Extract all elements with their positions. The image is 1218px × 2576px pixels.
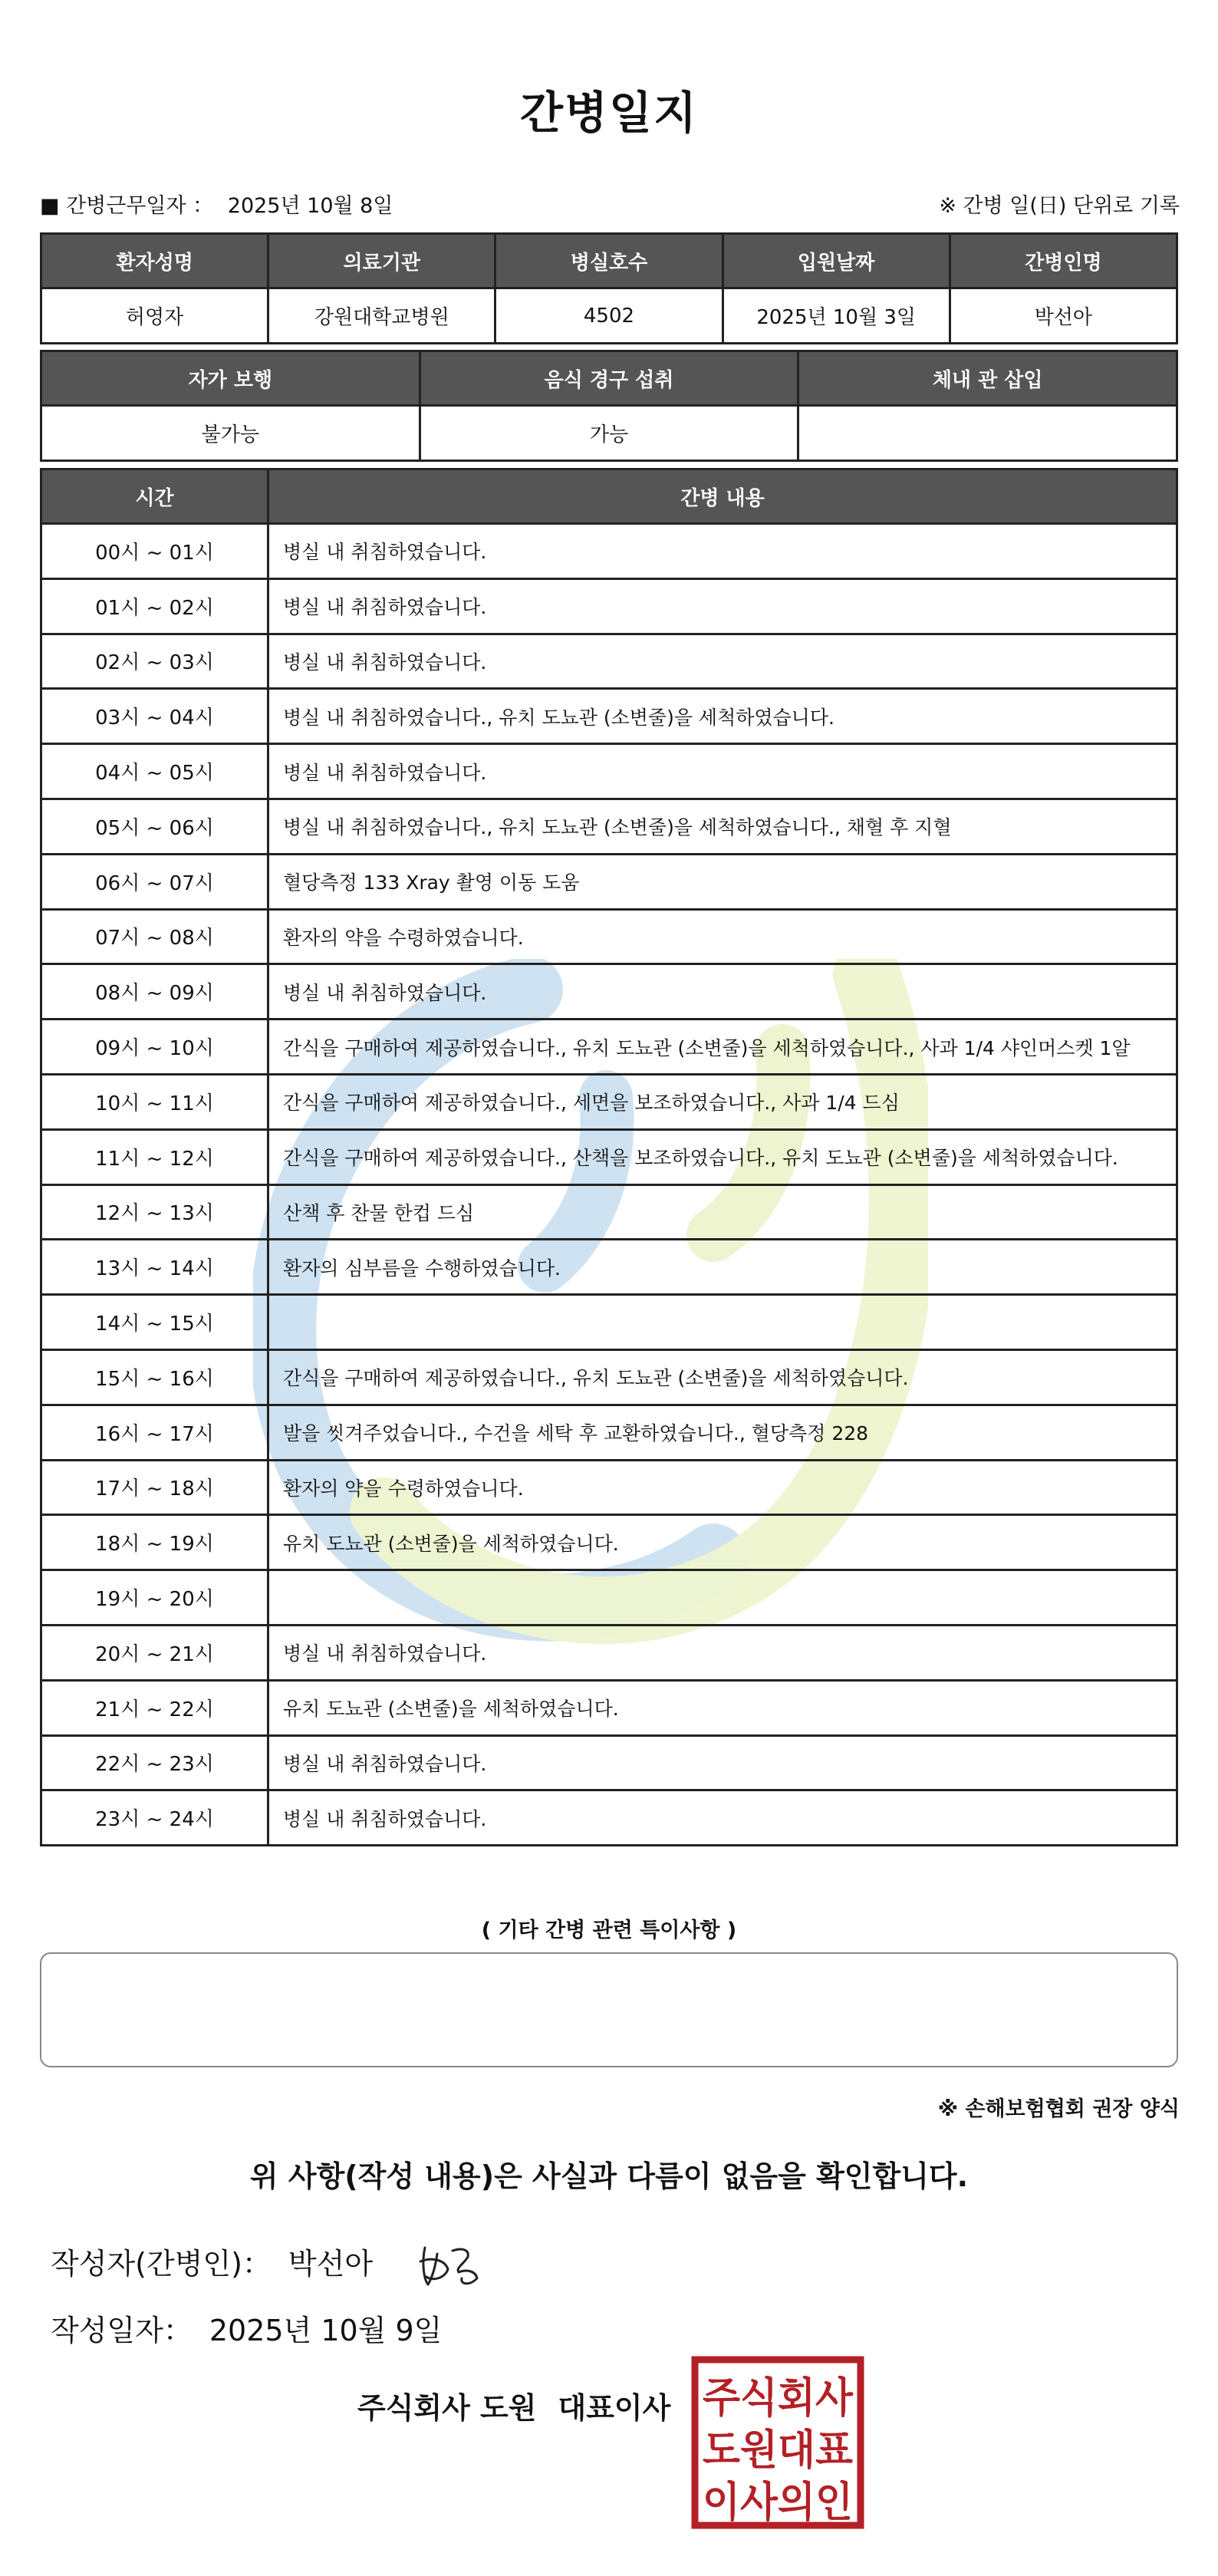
author-label: 작성자(간병인)： bbox=[51, 2247, 272, 2281]
table-row bbox=[41, 1625, 1177, 1680]
page-title: 간병일지 bbox=[519, 87, 699, 139]
header-tube-insertion: 체내 관 삽입 bbox=[798, 351, 1177, 406]
signature-image bbox=[414, 2231, 495, 2292]
table-row bbox=[41, 1405, 1177, 1460]
log-time: 06시 ~ 07시 bbox=[41, 854, 268, 909]
log-content bbox=[268, 1295, 1177, 1350]
table-row bbox=[41, 1349, 1177, 1405]
author-line bbox=[51, 2240, 373, 2282]
log-time: 01시 ~ 02시 bbox=[41, 578, 268, 634]
log-time: 22시 ~ 23시 bbox=[41, 1735, 268, 1790]
log-content: 병실 내 취침하였습니다. bbox=[268, 744, 1177, 799]
record-unit-note: ※ 간병 일(日) 단위로 기록 bbox=[939, 194, 1180, 218]
log-time: 04시 ~ 05시 bbox=[41, 744, 268, 799]
log-content: 병실 내 취침하였습니다., 유치 도뇨관 (소변줄)을 세척하였습니다. bbox=[268, 689, 1177, 744]
log-time: 03시 ~ 04시 bbox=[41, 689, 268, 744]
log-content: 병실 내 취침하였습니다. bbox=[268, 1625, 1177, 1680]
patient-info-table bbox=[40, 232, 1178, 344]
log-time: 08시 ~ 09시 bbox=[41, 964, 268, 1020]
log-time: 21시 ~ 22시 bbox=[41, 1680, 268, 1735]
log-content: 혈당측정 133 Xray 촬영 이동 도움 bbox=[268, 854, 1177, 909]
log-time: 05시 ~ 06시 bbox=[41, 799, 268, 854]
admission-date: 2025년 10월 3일 bbox=[723, 288, 950, 344]
table-row bbox=[41, 1515, 1177, 1570]
table-row bbox=[41, 799, 1177, 854]
log-time: 18시 ~ 19시 bbox=[41, 1515, 268, 1570]
table-row bbox=[41, 1240, 1177, 1295]
log-content: 환자의 약을 수령하였습니다. bbox=[268, 909, 1177, 964]
table-row bbox=[41, 1570, 1177, 1626]
svg-text:도원대표: 도원대표 bbox=[703, 2426, 853, 2474]
hospital-name: 강원대학교병원 bbox=[268, 288, 495, 344]
table-row bbox=[41, 689, 1177, 744]
log-time: 11시 ~ 12시 bbox=[41, 1129, 268, 1184]
header-time: 시간 bbox=[41, 469, 268, 524]
table-row bbox=[41, 744, 1177, 799]
log-content: 병실 내 취침하였습니다. bbox=[268, 1735, 1177, 1790]
oral-intake-value: 가능 bbox=[420, 406, 798, 461]
log-content: 병실 내 취침하였습니다. bbox=[268, 634, 1177, 689]
log-content: 간식을 구매하여 제공하였습니다., 세면을 보조하였습니다., 사과 1/4 드심 bbox=[268, 1074, 1177, 1129]
table-row bbox=[41, 634, 1177, 689]
log-content: 간식을 구매하여 제공하였습니다., 유치 도뇨관 (소변줄)을 세척하였습니다. bbox=[268, 1349, 1177, 1405]
log-content: 환자의 약을 수령하였습니다. bbox=[268, 1460, 1177, 1515]
remarks-box bbox=[40, 1952, 1178, 2067]
log-content: 병실 내 취침하였습니다., 유치 도뇨관 (소변줄)을 세척하였습니다., 채혈 후 지혈 bbox=[268, 799, 1177, 854]
log-content: 유치 도뇨관 (소변줄)을 세척하였습니다. bbox=[268, 1680, 1177, 1735]
company-line bbox=[357, 2384, 670, 2426]
work-date-value: 2025년 10월 8일 bbox=[227, 194, 393, 218]
log-time: 20시 ~ 21시 bbox=[41, 1625, 268, 1680]
log-content: 환자의 심부름을 수행하였습니다. bbox=[268, 1240, 1177, 1295]
log-time: 10시 ~ 11시 bbox=[41, 1074, 268, 1129]
table-row bbox=[41, 1460, 1177, 1515]
svg-text:이사의인: 이사의인 bbox=[703, 2478, 853, 2526]
header-oral-intake: 음식 경구 섭취 bbox=[420, 351, 798, 406]
room-number: 4502 bbox=[495, 288, 723, 344]
table-row bbox=[41, 1295, 1177, 1350]
table-row bbox=[41, 1735, 1177, 1790]
log-content: 유치 도뇨관 (소변줄)을 세척하였습니다. bbox=[268, 1515, 1177, 1570]
log-time: 17시 ~ 18시 bbox=[41, 1460, 268, 1515]
log-time: 12시 ~ 13시 bbox=[41, 1184, 268, 1240]
header-self-walking: 자가 보행 bbox=[41, 351, 420, 406]
company-role: 대표이사 bbox=[558, 2391, 671, 2425]
table-row bbox=[41, 1020, 1177, 1075]
log-time: 14시 ~ 15시 bbox=[41, 1295, 268, 1350]
header-room-number: 병실호수 bbox=[495, 234, 723, 288]
written-date-label: 작성일자： bbox=[51, 2314, 193, 2347]
table-row bbox=[41, 578, 1177, 634]
header-care-content: 간병 내용 bbox=[268, 469, 1177, 524]
log-time: 23시 ~ 24시 bbox=[41, 1790, 268, 1846]
company-name: 주식회사 도원 bbox=[357, 2391, 537, 2425]
table-row bbox=[41, 964, 1177, 1020]
log-content: 발을 씻겨주었습니다., 수건을 세탁 후 교환하였습니다., 혈당측정 228 bbox=[268, 1405, 1177, 1460]
log-content: 간식을 구매하여 제공하였습니다., 유치 도뇨관 (소변줄)을 세척하였습니다., 사과 1/4 샤인머스켓 1알 bbox=[268, 1020, 1177, 1075]
header-hospital: 의료기관 bbox=[268, 234, 495, 288]
log-content: 병실 내 취침하였습니다. bbox=[268, 1790, 1177, 1846]
log-content: 간식을 구매하여 제공하였습니다., 산책을 보조하였습니다., 유치 도뇨관 (소변줄)을 세척하였습니다. bbox=[268, 1129, 1177, 1184]
svg-text:주식회사: 주식회사 bbox=[703, 2373, 854, 2422]
table-row bbox=[41, 1184, 1177, 1240]
confirmation-statement: 위 사항(작성 내용)은 사실과 다름이 없음을 확인합니다. bbox=[249, 2159, 969, 2193]
form-footnote: ※ 손해보험협회 권장 양식 bbox=[937, 2097, 1180, 2121]
log-content: 병실 내 취침하였습니다. bbox=[268, 578, 1177, 634]
log-time: 09시 ~ 10시 bbox=[41, 1020, 268, 1075]
patient-status-table bbox=[40, 350, 1178, 462]
log-time: 07시 ~ 08시 bbox=[41, 909, 268, 964]
header-caregiver-name: 간병인명 bbox=[950, 234, 1177, 288]
log-time: 19시 ~ 20시 bbox=[41, 1570, 268, 1626]
table-row bbox=[41, 854, 1177, 909]
log-content: 병실 내 취침하였습니다. bbox=[268, 524, 1177, 579]
written-date-value: 2025년 10월 9일 bbox=[209, 2314, 443, 2347]
log-content: 산책 후 찬물 한컵 드심 bbox=[268, 1184, 1177, 1240]
care-log-table bbox=[40, 468, 1178, 1846]
table-row bbox=[41, 1129, 1177, 1184]
table-row bbox=[41, 909, 1177, 964]
log-content bbox=[268, 1570, 1177, 1626]
caregiver-name: 박선아 bbox=[950, 288, 1177, 344]
log-time: 02시 ~ 03시 bbox=[41, 634, 268, 689]
log-time: 13시 ~ 14시 bbox=[41, 1240, 268, 1295]
patient-name: 허영자 bbox=[41, 288, 268, 344]
table-row bbox=[41, 1680, 1177, 1735]
header-admission-date: 입원날짜 bbox=[723, 234, 950, 288]
log-time: 16시 ~ 17시 bbox=[41, 1405, 268, 1460]
author-name: 박선아 bbox=[288, 2247, 374, 2281]
log-time: 15시 ~ 16시 bbox=[41, 1349, 268, 1405]
table-row bbox=[41, 1074, 1177, 1129]
remarks-title: ( 기타 간병 관련 특이사항 ) bbox=[481, 1919, 737, 1942]
tube-insertion-value bbox=[798, 406, 1177, 461]
company-seal-stamp bbox=[690, 2355, 865, 2530]
self-walking-value: 불가능 bbox=[41, 406, 420, 461]
table-row bbox=[41, 1790, 1177, 1846]
log-content: 병실 내 취침하였습니다. bbox=[268, 964, 1177, 1020]
log-time: 00시 ~ 01시 bbox=[41, 524, 268, 579]
work-date-label: ■ 간병근무일자 ： bbox=[40, 194, 214, 218]
header-patient-name: 환자성명 bbox=[41, 234, 268, 288]
work-date-line bbox=[40, 189, 393, 219]
written-date-line bbox=[51, 2307, 442, 2349]
table-row bbox=[41, 524, 1177, 579]
